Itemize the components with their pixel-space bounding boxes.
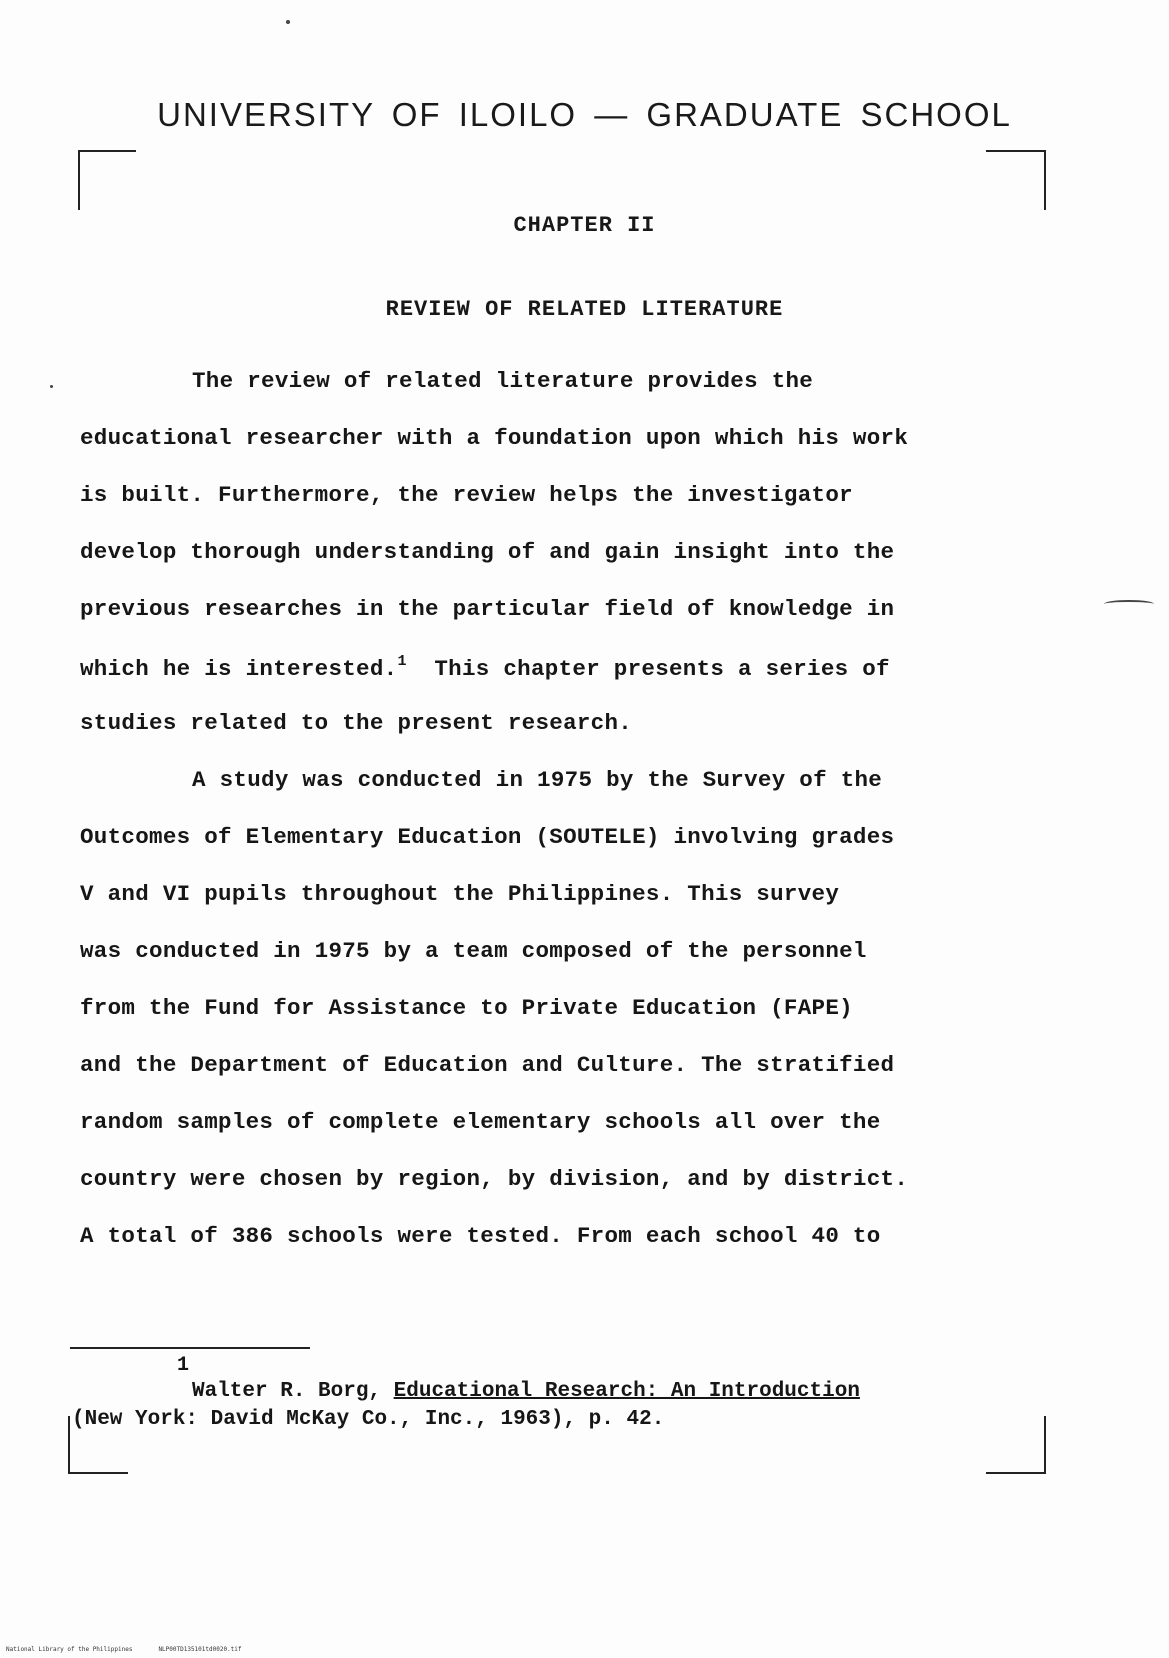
footnote-book-title: Educational Research: An Introduction (393, 1380, 860, 1403)
paragraph-line: The review of related literature provides the (192, 368, 814, 394)
chapter-number: CHAPTER II (513, 213, 656, 238)
paragraph-line: and the Department of Education and Culture. The stratified (80, 1052, 895, 1078)
paragraph-line: Outcomes of Elementary Education (SOUTELE) involving grades (80, 824, 895, 850)
footnote-citation (192, 1380, 860, 1403)
paragraph-line (80, 653, 1050, 682)
scan-speck (50, 385, 53, 388)
paragraph-line: develop thorough understanding of and gain insight into the (80, 539, 895, 565)
footnote-divider (70, 1347, 310, 1349)
footnote-number: 1 (177, 1354, 190, 1377)
crop-mark-bottom-right (986, 1416, 1046, 1474)
paragraph-line: from the Fund for Assistance to Private Education (FAPE) (80, 995, 853, 1021)
scan-filename: NLP00TD135101td0020.tif (158, 1646, 242, 1653)
line-text: which he is interested. (80, 656, 398, 682)
crop-mark-top-left (78, 150, 136, 210)
paragraph-line: A total of 386 schools were tested. From each school 40 to (80, 1223, 881, 1249)
paragraph-line: A study was conducted in 1975 by the Survey of the (192, 767, 883, 793)
footnote-reference: 1 (397, 653, 407, 670)
paragraph-line: previous researches in the particular field of knowledge in (80, 596, 895, 622)
scan-speck (286, 20, 290, 24)
footnote-publication: (New York: David McKay Co., Inc., 1963), p. 42. (72, 1408, 665, 1431)
institution-header: UNIVERSITY OF ILOILO — GRADUATE SCHOOL (157, 96, 1012, 133)
scan-footer (6, 1646, 242, 1653)
paragraph-line: country were chosen by region, by division, and by district. (80, 1166, 909, 1192)
crop-mark-top-right (986, 150, 1046, 210)
paragraph-line: V and VI pupils throughout the Philippines. This survey (80, 881, 840, 907)
paragraph-line: is built. Furthermore, the review helps the investigator (80, 482, 853, 508)
margin-smudge (1104, 600, 1154, 608)
scan-source: National Library of the Philippines (6, 1646, 133, 1653)
paragraph-line: educational researcher with a foundation upon which his work (80, 425, 909, 451)
chapter-title: REVIEW OF RELATED LITERATURE (385, 297, 784, 322)
paragraph-line: studies related to the present research. (80, 710, 633, 736)
paragraph-line: was conducted in 1975 by a team composed of the personnel (80, 938, 867, 964)
paragraph-line: random samples of complete elementary schools all over the (80, 1109, 881, 1135)
line-text: This chapter presents a series of (406, 656, 890, 682)
footnote-author: Walter R. Borg, (192, 1380, 394, 1403)
